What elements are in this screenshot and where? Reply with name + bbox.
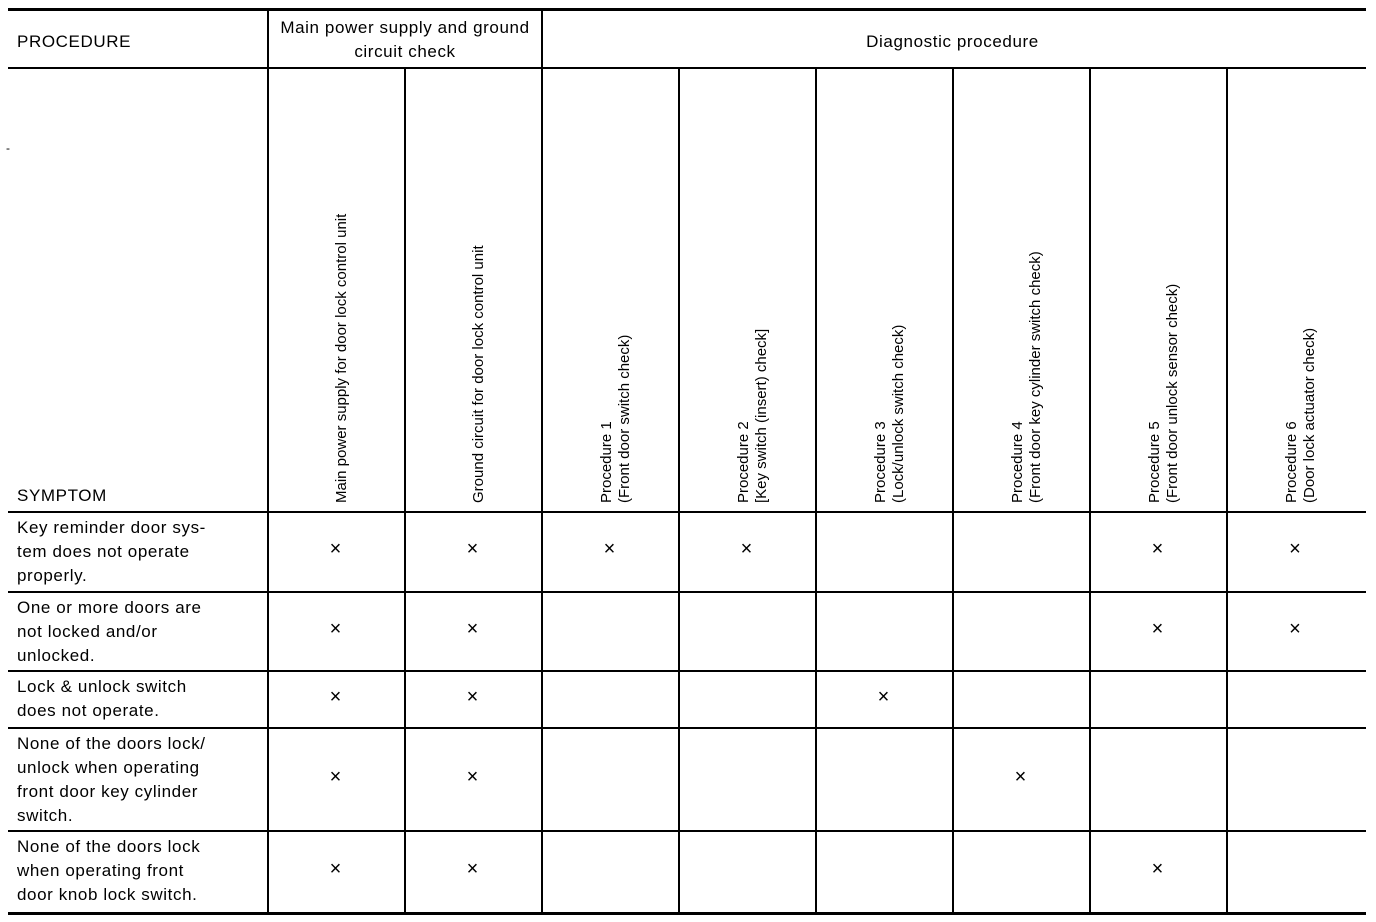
check-mark: ×: [329, 858, 342, 880]
column-header-text: Ground circuit for door lock control unit: [469, 245, 487, 503]
check-mark: ×: [329, 765, 342, 788]
row-rule: [8, 670, 1366, 672]
stray-mark: -: [6, 141, 11, 155]
check-mark: ×: [1151, 858, 1164, 880]
check-mark: ×: [466, 617, 479, 640]
check-mark: ×: [1289, 538, 1301, 560]
symptom-cell: Key reminder door sys- tem does not operate properly.: [17, 518, 206, 585]
column-rule: [404, 67, 406, 914]
check-mark: ×: [466, 858, 479, 880]
check-mark: ×: [466, 538, 479, 560]
check-mark: ×: [603, 538, 616, 560]
column-header-text: Procedure 2 [Key switch (insert) check]: [734, 328, 770, 503]
row-rule: [8, 591, 1366, 593]
row-rule: [8, 727, 1366, 729]
check-mark: ×: [877, 685, 890, 708]
check-mark: ×: [329, 617, 342, 640]
column-header-text: Main power supply for door lock control unit: [332, 213, 350, 503]
table-top-rule: [8, 8, 1366, 11]
check-mark: ×: [466, 765, 479, 788]
column-header-text: Procedure 1 (Front door switch check): [597, 334, 633, 503]
symptom-cell: One or more doors are not locked and/or unlocked.: [17, 598, 202, 665]
symptom-cell: None of the doors lock when operating front door knob lock switch.: [17, 837, 201, 904]
check-mark: ×: [329, 685, 342, 708]
check-mark: ×: [466, 685, 479, 708]
column-header-text: Procedure 3 (Lock/unlock switch check): [871, 324, 907, 503]
header-rule: [8, 67, 1366, 69]
column-header-text: Procedure 5 (Front door unlock sensor check): [1145, 283, 1181, 503]
column-rule: [1089, 67, 1091, 914]
row-rule: [8, 830, 1366, 832]
column-header-text: Procedure 6 (Door lock actuator check): [1283, 327, 1318, 503]
group-header-diagnostic: Diagnostic procedure: [866, 32, 1039, 51]
column-rule: [815, 67, 817, 914]
column-header-text: Procedure 4 (Front door key cylinder switch check): [1008, 251, 1044, 503]
check-mark: ×: [1289, 617, 1301, 640]
row-rule: [8, 912, 1366, 915]
check-mark: ×: [1151, 538, 1164, 560]
symptom-cell: None of the doors lock/ unlock when operating front door key cylinder switch.: [17, 734, 206, 825]
column-rule: [1226, 67, 1228, 914]
column-rule: [952, 67, 954, 914]
check-mark: ×: [740, 538, 753, 560]
symptom-cell: Lock & unlock switch does not operate.: [17, 677, 187, 720]
column-rule: [678, 67, 680, 914]
check-mark: ×: [1151, 617, 1164, 640]
column-rule: [267, 8, 269, 914]
group-header-power-ground: Main power supply and ground circuit check: [280, 18, 530, 61]
column-rule: [541, 8, 543, 914]
check-mark: ×: [1014, 765, 1027, 788]
row-rule: [8, 511, 1366, 513]
check-mark: ×: [329, 538, 342, 560]
procedure-header: PROCEDURE: [17, 32, 132, 51]
symptom-header: SYMPTOM: [17, 486, 107, 505]
